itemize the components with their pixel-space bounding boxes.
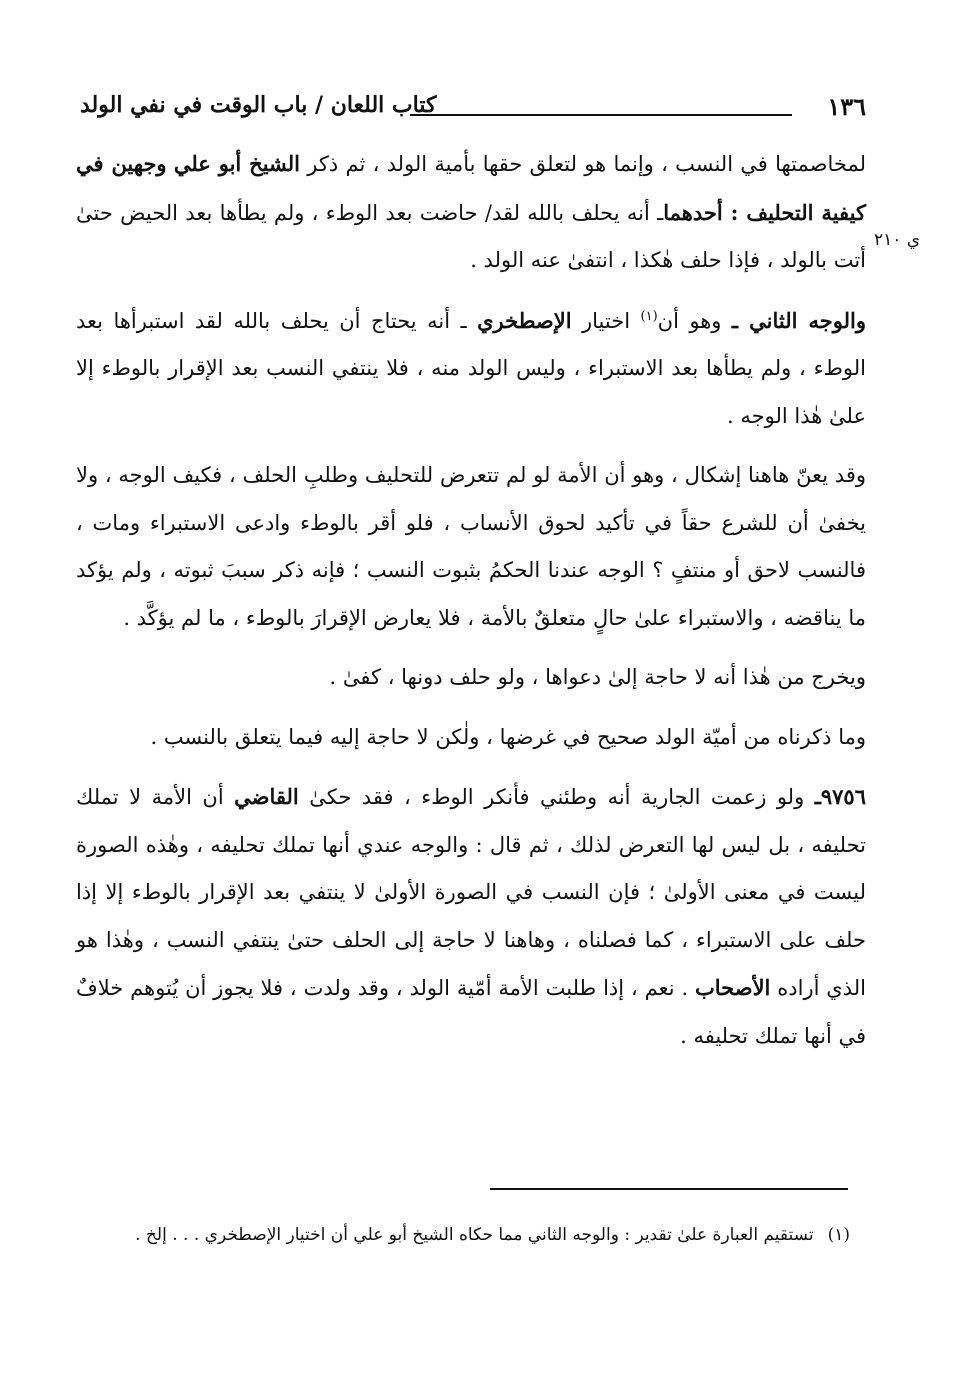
header-rule — [410, 114, 792, 116]
paragraph-3: وقد يعنّ هاهنا إشكال ، وهو أن الأمة لو لم تتعرض للتحليف وطلبِ الحلف ، فكيف الوجه ، ولا يخفىٰ أن للشرع حقاً في تأكيد لحوق الأنساب ، فلو أقر بالوطء وادعى الاستبراء ومات ، فالنسب لاحق أو منتفٍ ؟ الوجه عندنا الحكمُ بثبوت النسب ؛ فإنه ذكر سببَ ثبوته ، ولم يؤكد ما يناقضه ، والاستبراء علىٰ حالٍ متعلقٌ بالأمة ، فلا يعارض الإقرارَ بالوطء ، ما لم يؤكَّد . — [76, 463, 866, 630]
text-run: وهو أن — [657, 308, 732, 333]
text-run: ـ أنه يحلف بالله لقد/ حاضت بعد الوطء ، ولم يطأها بعد الحيض حتىٰ أتت بالولد ، فإذا حلف هٰكذا ، انتفىٰ عنه الولد . — [76, 200, 866, 272]
page-number: ١٣٦ — [827, 92, 866, 121]
paragraph-2 — [76, 297, 866, 441]
paragraph-5: وما ذكرناه من أميّة الولد صحيح في غرضها ، ولٰكن لا حاجة إليه فيما يتعلق بالنسب . — [150, 724, 866, 749]
paragraph-4: ويخرج من هٰذا أنه لا حاجة إلىٰ دعواها ، ولو حلف دونها ، كفىٰ . — [329, 665, 866, 689]
text-run: لمخاصمتها في النسب ، وإنما هو لتعلق حقها بأمية الولد ، ثم ذكر — [300, 152, 866, 176]
text-run: . نعم ، إذا طلبت الأمة أمّية الولد ، وقد ولدت ، فلا يجوز أن يُتوهم خلافٌ في أنها تملك تحليفه . — [76, 976, 866, 1048]
footnote-mark: (١) — [827, 1225, 850, 1245]
bold-run: الشيخ أبو علي — [173, 151, 301, 176]
text-run: اختيار — [571, 308, 641, 333]
footnote-text: تستقيم العبارة علىٰ تقدير : والوجه الثاني مما حكاه الشيخ أبو علي أن اختيار الإصطخري . . . إلخ . — [135, 1225, 814, 1245]
bold-run: الأصحاب — [695, 975, 771, 1000]
running-title: كتاب اللعان / باب الوقت في نفي الولد — [80, 92, 437, 118]
issue-number: ٩٧٥٦ـ — [814, 784, 866, 809]
text-run: أن الأمة لا تملك تحليفه ، بل ليس لها التعرض لذلك ، ثم قال : والوجه عندي أنها تملك تحليفه ، وهٰذه الصورة ليست في معنى الأولىٰ ؛ فإن النسب في الصورة الأولىٰ لا ينتفي بعد الإقرار بالوطء إلا إذا حلف على الاستبراء ، كما فصلناه ، وهاهنا لا حاجة إلى الحلف حتىٰ ينتفي النسب ، وهٰذا هو الذي أراده — [76, 785, 866, 1000]
page-header — [80, 92, 866, 128]
text-run: ولو زعمت الجارية أنه وطئني فأنكر الوطء ، فقد حكىٰ — [298, 785, 815, 809]
bold-run: والوجه الثاني ـ — [731, 307, 866, 333]
main-text — [76, 140, 866, 1060]
margin-folio-note: ي ٢١٠ — [874, 230, 921, 250]
paragraph-1 — [76, 140, 866, 285]
paragraph-6 — [76, 773, 866, 1060]
text-run — [167, 152, 174, 176]
bold-run: القاضي — [234, 784, 299, 809]
footnote — [80, 1218, 850, 1252]
footnote-reference[interactable]: (١) — [640, 308, 658, 324]
bold-run: وجهين في كيفية التحليف : أحدهما — [76, 151, 866, 225]
bold-run: الإصطخري — [477, 307, 572, 333]
footnote-separator — [490, 1188, 848, 1190]
text-run: ـ أنه يحتاج أن يحلف بالله لقد استبرأها بعد الوطء ، ولم يطأها بعد الاستبراء ، وليس الولد منه ، فلا ينتفي النسب بعد الإقرار بالوطء إلا علىٰ هٰذا الوجه . — [76, 308, 866, 428]
